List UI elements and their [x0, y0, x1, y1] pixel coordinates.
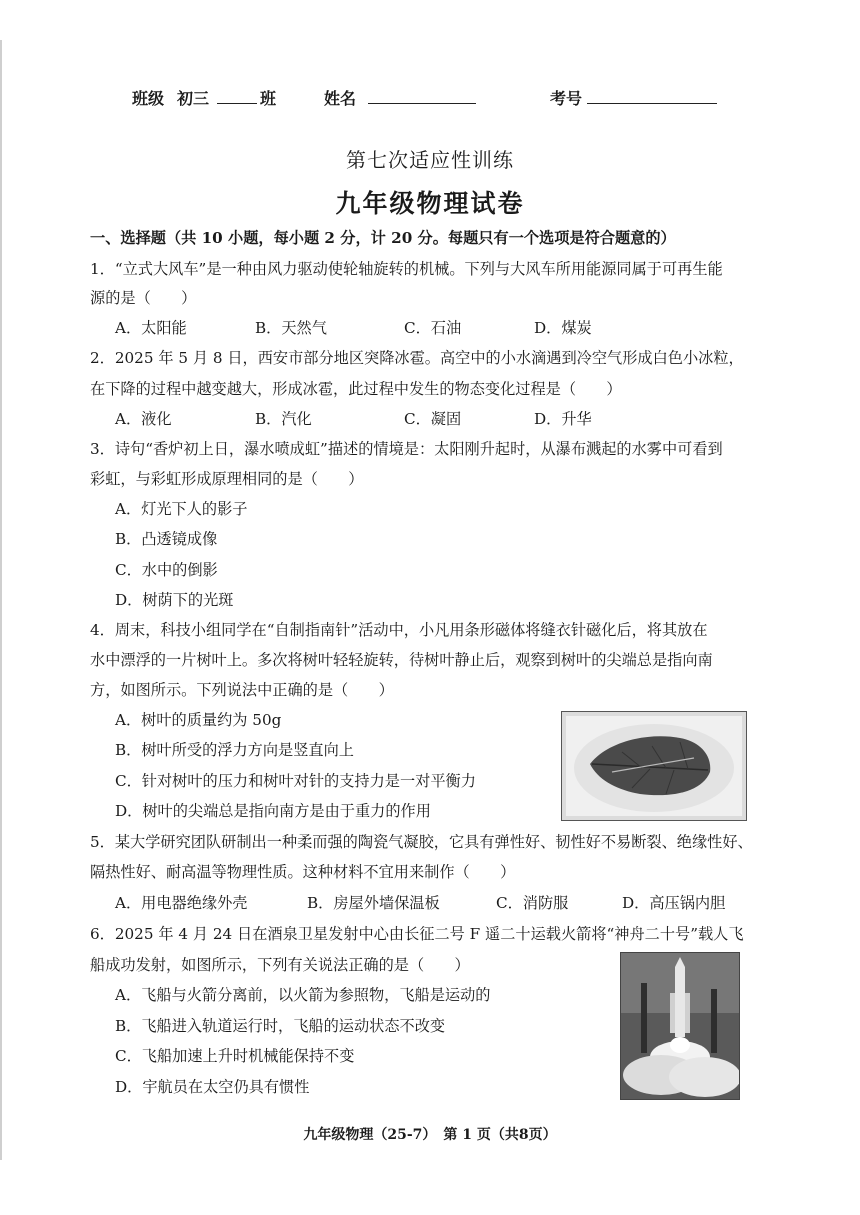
- q5-option-b[interactable]: B．房屋外墙保温板: [307, 894, 440, 912]
- exam-no-blank[interactable]: [587, 88, 717, 104]
- q3-stem-line2: 彩虹，与彩虹形成原理相同的是（ ）: [90, 470, 364, 488]
- class-suffix: 班: [260, 89, 277, 108]
- q1-stem-line2: 源的是（ ）: [90, 289, 197, 307]
- page-footer: 九年级物理（25-7） 第 1 页（共8页）: [303, 1127, 557, 1143]
- q5-option-d[interactable]: D．高压锅内胆: [622, 894, 726, 912]
- q4-option-a[interactable]: A．树叶的质量约为 50g: [115, 711, 282, 729]
- name-label: 姓名: [324, 89, 357, 108]
- section-heading: 一、选择题（共 10 小题，每小题 2 分，计 20 分。每题只有一个选项是符合题意的）: [90, 229, 676, 247]
- q4-option-d[interactable]: D．树叶的尖端总是指向南方是由于重力的作用: [115, 802, 431, 820]
- q5-stem-line1: 5．某大学研究团队研制出一种柔而强的陶瓷气凝胶，它具有弹性好、韧性好不易断裂、绝缘性好、: [90, 833, 753, 851]
- q2-option-c[interactable]: C．凝固: [404, 410, 462, 428]
- leaf-compass-photo: [561, 711, 747, 821]
- q6-option-a[interactable]: A．飞船与火箭分离前，以火箭为参照物，飞船是运动的: [115, 986, 491, 1004]
- q2-stem-line2: 在下降的过程中越变越大，形成冰雹，此过程中发生的物态变化过程是（ ）: [90, 380, 622, 398]
- q4-stem-line2: 水中漂浮的一片树叶上。多次将树叶轻轻旋转，待树叶静止后，观察到树叶的尖端总是指向南: [90, 651, 713, 669]
- q3-option-d[interactable]: D．树荫下的光斑: [115, 591, 234, 609]
- q3-stem-line1: 3．诗句“香炉初上日，瀑水喷成虹”描述的情境是：太阳刚升起时，从瀑布溅起的水雾中可看到: [90, 440, 723, 458]
- leaf-photo-graphic: [562, 712, 746, 820]
- rocket-photo-graphic: [621, 953, 739, 1099]
- class-label: 班级: [132, 89, 165, 108]
- q4-stem-line3: 方，如图所示。下列说法中正确的是（ ）: [90, 681, 394, 699]
- q5-stem-line2: 隔热性好、耐高温等物理性质。这种材料不宜用来制作（ ）: [90, 863, 516, 881]
- name-blank[interactable]: [368, 88, 476, 104]
- exam-no-label: 考号: [550, 89, 583, 108]
- q6-option-d[interactable]: D．宇航员在太空仍具有惯性: [115, 1078, 310, 1096]
- q1-stem-line1: 1．“立式大风车”是一种由风力驱动使轮轴旋转的机械。下列与大风车所用能源同属于可再生能: [90, 260, 723, 278]
- q2-option-a[interactable]: A．液化: [115, 410, 172, 428]
- exam-subtitle: 第七次适应性训练: [346, 148, 514, 172]
- q6-stem-line2: 船成功发射，如图所示，下列有关说法正确的是（ ）: [90, 956, 470, 974]
- q1-option-c[interactable]: C．石油: [404, 319, 462, 337]
- q1-option-d[interactable]: D．煤炭: [534, 319, 592, 337]
- q6-stem-line1: 6．2025 年 4 月 24 日在酒泉卫星发射中心由长征二号 F 遥二十运载火箭将“神舟二十号”载人飞: [90, 925, 744, 943]
- q1-option-a[interactable]: A．太阳能: [115, 319, 187, 337]
- q4-option-c[interactable]: C．针对树叶的压力和树叶对针的支持力是一对平衡力: [115, 772, 476, 790]
- exam-title: 九年级物理试卷: [335, 189, 525, 218]
- rocket-launch-photo: [620, 952, 740, 1100]
- q4-option-b[interactable]: B．树叶所受的浮力方向是竖直向上: [115, 741, 354, 759]
- q5-option-a[interactable]: A．用电器绝缘外壳: [115, 894, 248, 912]
- class-prefix: 初三: [177, 89, 210, 108]
- q3-option-b[interactable]: B．凸透镜成像: [115, 530, 218, 548]
- q3-option-a[interactable]: A．灯光下人的影子: [115, 500, 248, 518]
- q2-stem-line1: 2．2025 年 5 月 8 日，西安市部分地区突降冰雹。高空中的小水滴遇到冷空气形成白色小冰粒，: [90, 349, 744, 367]
- q3-option-c[interactable]: C．水中的倒影: [115, 561, 218, 579]
- q6-option-b[interactable]: B．飞船进入轨道运行时，飞船的运动状态不改变: [115, 1017, 446, 1035]
- q2-option-d[interactable]: D．升华: [534, 410, 592, 428]
- class-blank[interactable]: [217, 88, 257, 104]
- q5-option-c[interactable]: C．消防服: [496, 894, 569, 912]
- q4-stem-line1: 4．周末，科技小组同学在“自制指南针”活动中，小凡用条形磁体将缝衣针磁化后，将其放在: [90, 621, 708, 639]
- q2-option-b[interactable]: B．汽化: [255, 410, 312, 428]
- q1-option-b[interactable]: B．天然气: [255, 319, 327, 337]
- q6-option-c[interactable]: C．飞船加速上升时机械能保持不变: [115, 1047, 355, 1065]
